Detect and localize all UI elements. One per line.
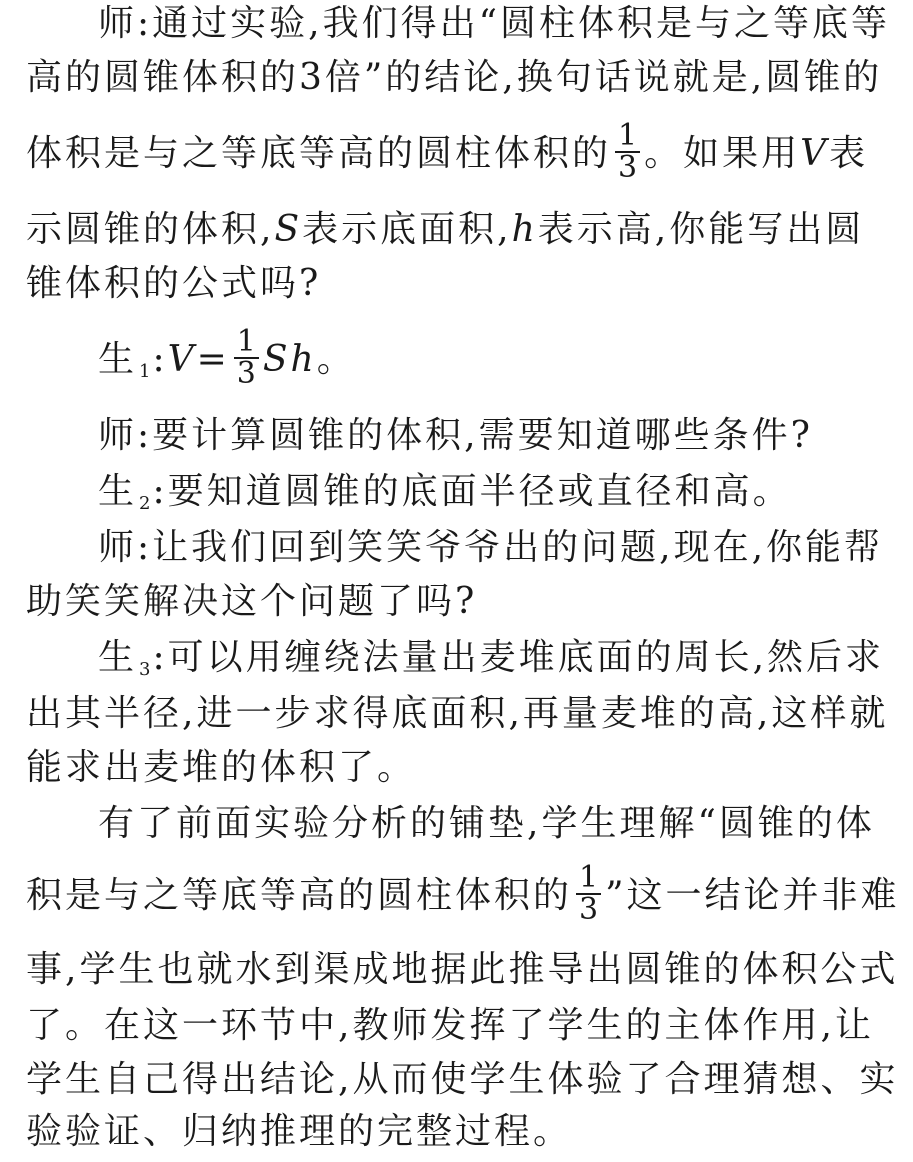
p1-line2-text: 高的圆锥体积的3倍”的结论,换句话说就是,圆锥的 <box>26 57 883 98</box>
p1-line3-text-b: 。如果用 <box>644 133 801 174</box>
p5-line1 <box>98 518 883 578</box>
p6-line2 <box>26 684 888 744</box>
p1-line3 <box>26 118 869 185</box>
formula-sh: Sh <box>262 339 317 380</box>
p6-line2-text: 出其半径,进一步求得底面积,再量麦堆的高,这样就 <box>26 693 889 734</box>
p2-formula-line <box>98 324 356 391</box>
p1-line4-text-b: 表示底面积, <box>302 209 512 250</box>
p7-line4 <box>26 996 874 1056</box>
colon: : <box>152 339 168 380</box>
p6-line1-text: :可以用缠绕法量出麦堆底面的周长,然后求 <box>152 637 885 678</box>
p3-line1 <box>98 406 813 466</box>
fraction-one-third-2 <box>576 860 601 927</box>
formula-denominator: 3 <box>236 356 256 391</box>
p1-line2 <box>26 48 882 108</box>
p1-line5-text: 锥体积的公式吗? <box>26 263 322 304</box>
p3-line1-text: 师:要计算圆锥的体积,需要知道哪些条件? <box>98 415 813 456</box>
p1-line4-text-a: 示圆锥的体积, <box>26 209 275 250</box>
p7-line5-text: 学生自己得出结论,从而使学生体验了合理猜想、实 <box>26 1059 899 1100</box>
fraction-one-third <box>615 118 640 185</box>
p7-line1-text: 有了前面实验分析的铺垫,学生理解“圆锥的体 <box>98 803 875 844</box>
formula-fraction <box>234 324 259 391</box>
p1-line3-text-a: 体积是与之等底等高的圆柱体积的 <box>26 133 612 174</box>
fraction-numerator-2: 1 <box>576 863 601 895</box>
p7-line4-text: 了。在这一环节中,教师发挥了学生的主体作用,让 <box>26 1005 874 1046</box>
p1-line1-text: 师:通过实验,我们得出“圆柱体积是与之等底等 <box>98 3 890 44</box>
p5-line1-text: 师:让我们回到笑笑爷爷出的问题,现在,你能帮 <box>98 527 884 568</box>
p6-line3-text: 能求出麦堆的体积了。 <box>26 747 417 788</box>
variable-h: h <box>511 209 538 250</box>
p4-line1-text: :要知道圆锥的底面半径或直径和高。 <box>152 471 792 512</box>
fraction-numerator: 1 <box>615 121 640 153</box>
formula-period: 。 <box>316 339 356 380</box>
student-label-2: 生 <box>98 471 138 512</box>
p6-line1 <box>98 628 884 688</box>
p7-line1 <box>98 794 875 854</box>
formula-numerator: 1 <box>234 327 259 359</box>
variable-s: S <box>274 209 303 250</box>
fraction-denominator-2: 3 <box>579 892 599 927</box>
variable-v: V <box>800 133 830 174</box>
p1-line1 <box>98 0 890 54</box>
p1-line3-text-c: 表 <box>829 133 869 174</box>
p7-line3-text: 事,学生也就水到渠成地据此推导出圆锥的体积公式 <box>26 949 899 990</box>
student-subscript-3: 3 <box>139 659 151 680</box>
p7-line6-text: 验验证、归纳推理的完整过程。 <box>26 1111 573 1152</box>
student-label: 生 <box>98 339 138 380</box>
p5-line2 <box>26 572 477 632</box>
student-label-3: 生 <box>98 637 138 678</box>
p7-line2-text-b: ”这一结论并非难 <box>605 875 900 916</box>
p7-line2-text-a: 积是与之等底等高的圆柱体积的 <box>26 875 573 916</box>
p7-line5 <box>26 1050 898 1110</box>
p1-line4 <box>26 200 864 260</box>
p7-line2 <box>26 860 900 927</box>
p1-line5 <box>26 254 321 314</box>
formula-v: V <box>167 339 197 380</box>
student-subscript-2: 2 <box>139 493 151 514</box>
p7-line6 <box>26 1102 572 1162</box>
student-subscript-1: 1 <box>139 361 151 382</box>
fraction-denominator: 3 <box>618 150 638 185</box>
p1-line4-text-c: 表示高,你能写出圆 <box>537 209 865 250</box>
p7-line3 <box>26 940 898 1000</box>
formula-equals: = <box>196 339 230 380</box>
p6-line3 <box>26 738 416 798</box>
p4-line1 <box>98 462 792 522</box>
p5-line2-text: 助笑笑解决这个问题了吗? <box>26 581 478 622</box>
